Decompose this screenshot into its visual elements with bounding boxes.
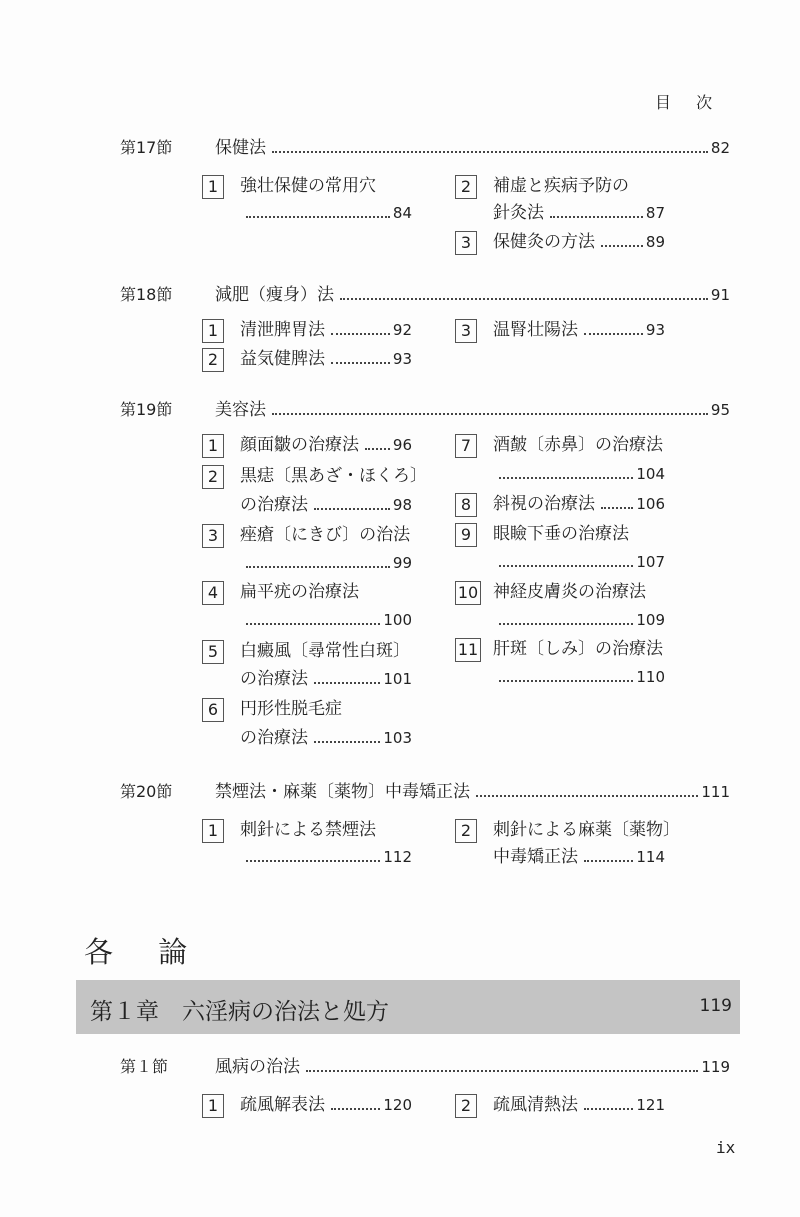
section-page: 119	[701, 1058, 730, 1076]
section-number: 第17節	[120, 138, 173, 157]
toc-item-line[interactable]	[493, 493, 665, 515]
dot-leader	[314, 508, 390, 510]
toc-item-line[interactable]	[493, 434, 665, 456]
item-title: 疏風清熱法	[493, 1095, 578, 1115]
item-number-box: 2	[455, 819, 477, 843]
part-heading: 各 論	[84, 935, 206, 969]
dot-leader	[499, 565, 633, 567]
item-title: 刺針による禁煙法	[240, 820, 376, 840]
item-number-box: 9	[455, 523, 477, 547]
dot-leader	[314, 682, 380, 684]
dot-leader	[246, 566, 390, 568]
toc-item-page-line[interactable]	[240, 609, 412, 631]
dot-leader	[246, 216, 390, 218]
toc-item-line[interactable]	[493, 523, 665, 545]
dot-leader	[314, 741, 380, 743]
toc-section-entry[interactable]	[120, 399, 730, 421]
section-page: 111	[701, 783, 730, 801]
toc-section-entry[interactable]	[120, 137, 730, 159]
item-page: 101	[383, 670, 412, 688]
item-page: 89	[645, 233, 665, 251]
item-page: 98	[392, 496, 412, 514]
toc-item-line[interactable]	[493, 1094, 665, 1116]
item-page: 114	[636, 848, 665, 866]
running-header: 目 次	[655, 93, 723, 112]
item-page: 112	[383, 848, 412, 866]
item-page: 110	[636, 668, 665, 686]
item-page: 93	[645, 321, 665, 339]
toc-section-entry[interactable]	[120, 284, 730, 306]
dot-leader	[601, 245, 643, 247]
chapter-title: 第１章 六淫病の治法と処方	[90, 999, 389, 1025]
chapter-page: 119	[699, 996, 732, 1016]
dot-leader	[272, 413, 708, 415]
section-page: 95	[710, 401, 730, 419]
section-title: 減肥（痩身）法	[215, 285, 334, 305]
section-title: 保健法	[215, 138, 266, 158]
toc-item-page-line[interactable]	[493, 666, 665, 688]
item-page: 84	[392, 204, 412, 222]
item-title: 扁平疣の治療法	[240, 582, 359, 602]
item-title: 清泄脾胃法	[240, 320, 325, 340]
item-number-box: 2	[202, 348, 224, 372]
dot-leader	[331, 333, 390, 335]
toc-item-line[interactable]	[493, 819, 680, 841]
toc-section-entry[interactable]	[120, 1056, 730, 1078]
item-title: の治療法	[240, 495, 308, 515]
item-title: 痤瘡〔にきび〕の治法	[240, 525, 411, 545]
toc-item-line[interactable]	[240, 465, 427, 487]
item-title: 顔面皺の治療法	[240, 435, 359, 455]
item-page: 107	[636, 553, 665, 571]
dot-leader	[499, 680, 633, 682]
item-title: 斜視の治療法	[493, 494, 595, 514]
item-page: 100	[383, 611, 412, 629]
section-title: 風病の治法	[215, 1057, 300, 1077]
item-title: 刺針による麻薬〔薬物〕	[493, 820, 680, 840]
toc-item-page-line[interactable]	[240, 846, 412, 868]
dot-leader	[550, 216, 643, 218]
section-title: 美容法	[215, 400, 266, 420]
item-title: 針灸法	[493, 203, 544, 223]
item-page: 99	[392, 554, 412, 572]
item-title: 眼瞼下垂の治療法	[493, 524, 629, 544]
dot-leader	[476, 795, 698, 797]
dot-leader	[306, 1070, 698, 1072]
section-number: 第１節	[120, 1057, 169, 1076]
item-title: 中毒矯正法	[493, 847, 578, 867]
toc-item-line[interactable]	[240, 640, 412, 662]
item-title: の治療法	[240, 728, 308, 748]
toc-item-line[interactable]	[240, 524, 412, 546]
toc-item-line[interactable]	[240, 819, 412, 841]
dot-leader	[365, 448, 390, 450]
toc-item-line[interactable]	[240, 494, 412, 516]
item-number-box: 1	[202, 319, 224, 343]
toc-item-page-line[interactable]	[240, 202, 412, 224]
toc-item-line[interactable]	[240, 1094, 412, 1116]
item-page: 93	[392, 350, 412, 368]
toc-item-line[interactable]	[493, 175, 665, 197]
toc-item-line[interactable]	[240, 727, 412, 749]
section-number: 第20節	[120, 782, 173, 801]
item-number-box: 6	[202, 698, 224, 722]
toc-item-line[interactable]	[493, 638, 665, 660]
item-number-box: 2	[202, 465, 224, 489]
item-title: 白癜風〔尋常性白斑〕	[240, 641, 410, 661]
dot-leader	[331, 362, 390, 364]
toc-item-line[interactable]	[240, 668, 412, 690]
dot-leader	[499, 623, 633, 625]
item-title: 酒皶〔赤鼻〕の治療法	[493, 435, 663, 455]
item-number-box: 2	[455, 175, 477, 199]
item-number-box: 7	[455, 434, 477, 458]
toc-item-line[interactable]	[493, 202, 665, 224]
item-page: 109	[636, 611, 665, 629]
item-page: 120	[383, 1096, 412, 1114]
item-page: 104	[636, 465, 665, 483]
item-number-box: 5	[202, 640, 224, 664]
section-number: 第19節	[120, 400, 173, 419]
section-number: 第18節	[120, 285, 173, 304]
toc-item-line[interactable]	[240, 319, 412, 341]
dot-leader	[331, 1108, 380, 1110]
dot-leader	[340, 298, 708, 300]
item-title: 益気健脾法	[240, 349, 325, 369]
toc-item-page-line[interactable]	[493, 609, 665, 631]
item-number-box: 10	[455, 581, 481, 605]
item-number-box: 1	[202, 1094, 224, 1118]
item-number-box: 1	[202, 434, 224, 458]
item-number-box: 2	[455, 1094, 477, 1118]
item-title: 神経皮膚炎の治療法	[493, 582, 646, 602]
item-number-box: 11	[455, 638, 481, 662]
toc-item-line[interactable]	[493, 319, 665, 341]
item-number-box: 3	[455, 231, 477, 255]
dot-leader	[601, 507, 633, 509]
toc-item-line[interactable]	[240, 581, 412, 603]
toc-item-line[interactable]	[240, 348, 412, 370]
item-page: 106	[636, 495, 665, 513]
item-title: の治療法	[240, 669, 308, 689]
toc-item-line[interactable]	[240, 698, 412, 720]
chapter-band	[76, 980, 740, 1034]
item-number-box: 1	[202, 175, 224, 199]
dot-leader	[246, 860, 380, 862]
dot-leader	[246, 623, 380, 625]
item-number-box: 1	[202, 819, 224, 843]
item-title: 黒痣〔黒あざ・ほくろ〕	[240, 466, 427, 486]
toc-item-line[interactable]	[493, 231, 665, 253]
toc-item-line[interactable]	[240, 434, 412, 456]
item-title: 保健灸の方法	[493, 232, 595, 252]
toc-item-page-line[interactable]	[493, 463, 665, 485]
item-number-box: 3	[202, 524, 224, 548]
toc-item-page-line[interactable]	[493, 551, 665, 573]
toc-item-page-line[interactable]	[240, 552, 412, 574]
section-page: 82	[710, 139, 730, 157]
dot-leader	[584, 333, 643, 335]
item-page: 96	[392, 436, 412, 454]
item-number-box: 4	[202, 581, 224, 605]
toc-item-line[interactable]	[493, 581, 665, 603]
item-title: 補虚と疾病予防の	[493, 176, 629, 196]
item-number-box: 3	[455, 319, 477, 343]
item-number-box: 8	[455, 493, 477, 517]
dot-leader	[584, 860, 633, 862]
item-page: 103	[383, 729, 412, 747]
item-title: 温腎壮陽法	[493, 320, 578, 340]
item-title: 疏風解表法	[240, 1095, 325, 1115]
dot-leader	[499, 477, 633, 479]
section-title: 禁煙法・麻薬〔薬物〕中毒矯正法	[215, 782, 470, 802]
item-title: 強壮保健の常用穴	[240, 176, 376, 196]
toc-item-line[interactable]	[240, 175, 412, 197]
section-page: 91	[710, 286, 730, 304]
item-page: 121	[636, 1096, 665, 1114]
item-title: 円形性脱毛症	[240, 699, 342, 719]
dot-leader	[584, 1108, 633, 1110]
page-folio: ix	[716, 1138, 736, 1157]
toc-section-entry[interactable]	[120, 781, 730, 803]
dot-leader	[272, 151, 708, 153]
item-page: 92	[392, 321, 412, 339]
item-page: 87	[645, 204, 665, 222]
toc-item-line[interactable]	[493, 846, 665, 868]
item-title: 肝斑〔しみ〕の治療法	[493, 639, 663, 659]
